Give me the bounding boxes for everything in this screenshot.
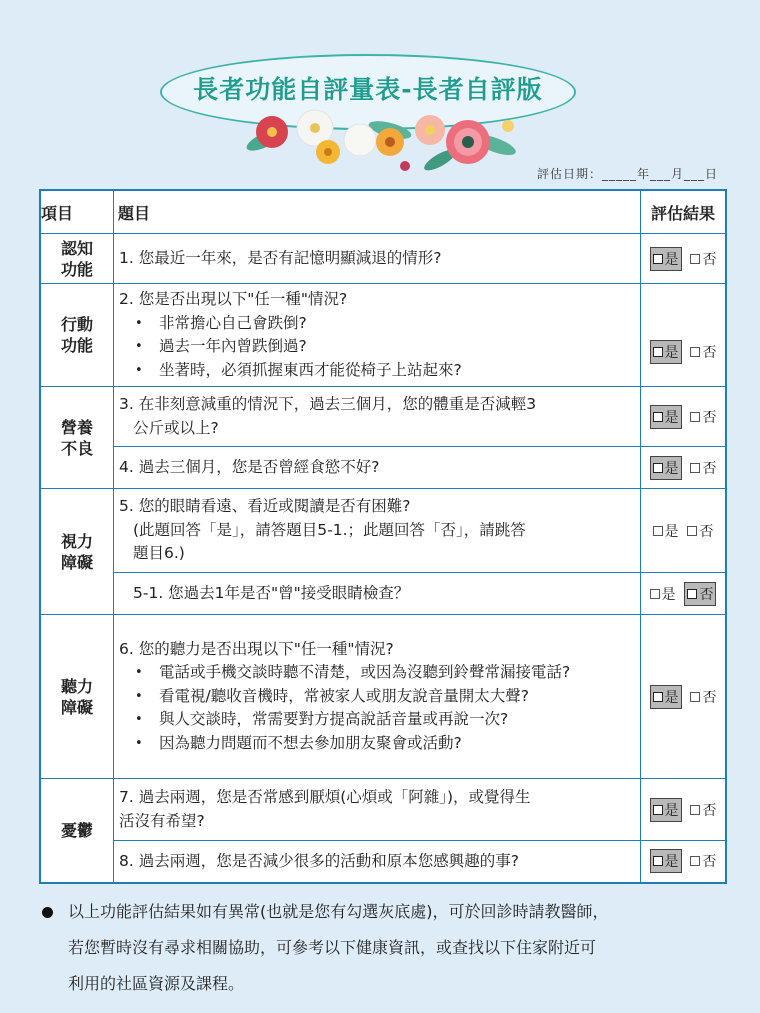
- question-1: 1. 您最近一年來，是否有記憶明顯減退的情形?: [114, 234, 641, 284]
- question-5-line2: (此題回答「是」，請答題目5-1.；此題回答「否」，請跳答: [133, 520, 526, 539]
- row-q8: [40, 841, 726, 883]
- yes-checkbox[interactable]: 是: [650, 247, 682, 271]
- no-checkbox[interactable]: 否: [687, 521, 713, 541]
- category-mobility: 行動 功能: [40, 284, 114, 387]
- page-title: 長者功能自評量表-長者自評版: [193, 75, 543, 104]
- note-line-1: 以上功能評估結果如有異常(也就是您有勾選灰底處)，可於回診時請教醫師，: [68, 902, 609, 921]
- question-3-line2: 公斤或以上?: [133, 418, 219, 437]
- question-2: [114, 284, 641, 387]
- result-5: [641, 489, 727, 573]
- result-8: [641, 841, 727, 883]
- result-5-1: [641, 573, 727, 615]
- flower-decoration: [240, 100, 530, 186]
- result-6: [641, 615, 727, 779]
- question-4: 4. 過去三個月，您是否曾經食慾不好?: [114, 447, 641, 489]
- list-item: • 過去一年內曾跌倒過?: [133, 335, 634, 359]
- category-vision: 視力 障礙: [40, 489, 114, 615]
- no-checkbox[interactable]: 否: [684, 582, 716, 606]
- list-item: • 與人交談時，常需要對方提高說話音量或再說一次?: [133, 708, 634, 732]
- list-item: • 非常擔心自己會跌倒?: [133, 312, 634, 336]
- row-q2: [40, 284, 726, 387]
- category-cognition: 認知 功能: [40, 234, 114, 284]
- bullet-icon: [42, 907, 53, 918]
- question-5-line3: 題目6.): [133, 544, 185, 563]
- row-q3: [40, 387, 726, 447]
- question-5-line1: 5. 您的眼睛看遠、看近或閱讀是否有困難?: [119, 497, 411, 516]
- category-hearing: 聽力 障礙: [40, 615, 114, 779]
- no-checkbox[interactable]: 否: [690, 249, 716, 269]
- question-3-line1: 3. 在非刻意減重的情況下，過去三個月，您的體重是否減輕3: [119, 395, 537, 413]
- no-checkbox[interactable]: 否: [690, 407, 716, 427]
- category-depression: 憂鬱: [40, 779, 114, 883]
- footer-note: [42, 894, 732, 1002]
- question-7-line1: 7. 過去兩週，您是否常感到厭煩(心煩或「阿雜」)，或覺得生: [119, 788, 531, 806]
- no-checkbox[interactable]: 否: [690, 342, 716, 362]
- flower-white-2: [344, 124, 376, 156]
- list-item: • 因為聽力問題而不想去參加朋友聚會或活動?: [133, 732, 634, 756]
- no-checkbox[interactable]: 否: [690, 458, 716, 478]
- result-4: [641, 447, 727, 489]
- header-row: [40, 190, 726, 234]
- assessment-table: [39, 189, 727, 884]
- list-item: • 坐著時，必須抓握東西才能從椅子上站起來?: [133, 359, 634, 383]
- question-7: [114, 779, 641, 841]
- yes-checkbox[interactable]: 是: [650, 456, 682, 480]
- question-6: [114, 615, 641, 779]
- question-5: [114, 489, 641, 573]
- row-q6: [40, 615, 726, 779]
- yes-checkbox[interactable]: 是: [653, 521, 679, 541]
- header-question: 題目: [114, 190, 641, 234]
- no-checkbox[interactable]: 否: [690, 800, 716, 820]
- list-item: • 看電視/聽收音機時，常被家人或朋友說音量開太大聲?: [133, 685, 634, 709]
- result-1: [641, 234, 727, 284]
- yes-checkbox[interactable]: 是: [650, 798, 682, 822]
- question-3: [114, 387, 641, 447]
- question-7-line2: 活沒有希望?: [119, 811, 205, 830]
- note-line-2: 若您暫時沒有尋求相關協助，可參考以下健康資訊，或查找以下住家附近可: [68, 938, 597, 957]
- row-q7: [40, 779, 726, 841]
- result-2: [641, 284, 727, 387]
- category-nutrition: 營養 不良: [40, 387, 114, 489]
- result-7: [641, 779, 727, 841]
- yes-checkbox[interactable]: 是: [650, 685, 682, 709]
- question-5-1: [114, 573, 641, 615]
- no-checkbox[interactable]: 否: [690, 687, 716, 707]
- row-q1: [40, 234, 726, 284]
- question-8: 8. 過去兩週，您是否減少很多的活動和原本您感興趣的事?: [114, 841, 641, 883]
- yes-checkbox[interactable]: 是: [650, 849, 682, 873]
- yes-checkbox[interactable]: 是: [650, 405, 682, 429]
- yes-checkbox[interactable]: 是: [650, 584, 676, 604]
- question-6-text: 6. 您的聽力是否出現以下"任一種"情況?: [119, 639, 394, 658]
- list-item: • 電話或手機交談時聽不清楚，或因為沒聽到鈴聲常漏接電話?: [133, 661, 634, 685]
- row-q5-1: [40, 573, 726, 615]
- header-item: 項目: [40, 190, 114, 234]
- question-6-list: [119, 661, 634, 755]
- yes-checkbox[interactable]: 是: [650, 340, 682, 364]
- no-checkbox[interactable]: 否: [690, 851, 716, 871]
- row-q5: [40, 489, 726, 573]
- row-q4: [40, 447, 726, 489]
- result-3: [641, 387, 727, 447]
- assessment-date: 評估日期：_____年___月___日: [536, 167, 718, 181]
- question-2-list: [119, 312, 634, 383]
- question-2-text: 2. 您是否出現以下"任一種"情況?: [119, 290, 348, 308]
- question-5-1-text: 5-1. 您過去1年是否"曾"接受眼睛檢查？: [133, 583, 410, 602]
- header-result: 評估結果: [641, 190, 727, 234]
- note-line-3: 利用的社區資源及課程。: [68, 974, 245, 993]
